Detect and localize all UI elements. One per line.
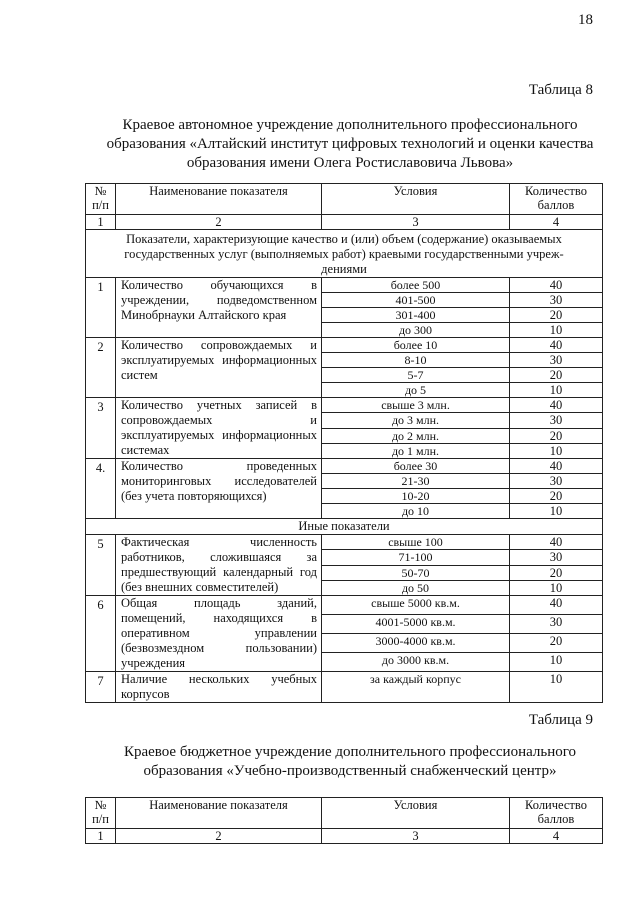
row-indicator-name: Общая площадь зданий, помещений, находящихся в оперативном управлении (безвозмездном пользовании) учреждения xyxy=(116,596,322,672)
row-condition: до 3 млн. xyxy=(322,413,510,428)
table9-label: Таблица 9 xyxy=(528,712,593,728)
row-number: 3 xyxy=(86,398,116,459)
row-condition: 71-100 xyxy=(322,550,510,565)
section-heading: Иные показатели xyxy=(86,519,603,535)
header-num-line: № xyxy=(94,798,107,812)
row-indicator-name: Фактическая численность работников, сложившаяся за предшествующий календарный год (без внешних совместителей) xyxy=(116,535,322,596)
row-condition: до 50 xyxy=(322,580,510,595)
table-row xyxy=(86,459,603,474)
table9 xyxy=(85,797,603,844)
section-heading xyxy=(86,230,603,278)
header-num-cell xyxy=(86,798,116,829)
table8-title-line: образования «Алтайский институт цифровых технологий и оценки качества xyxy=(106,136,594,152)
header-points-line: Количество xyxy=(525,184,587,198)
row-points: 30 xyxy=(510,413,603,428)
row-points: 10 xyxy=(510,383,603,398)
row-indicator-name: Количество сопровождаемых и эксплуатируемых информационных систем xyxy=(116,338,322,398)
row-condition: до 3000 кв.м. xyxy=(322,653,510,672)
row-number: 4. xyxy=(86,459,116,519)
table8 xyxy=(85,183,603,703)
row-points: 30 xyxy=(510,353,603,368)
row-points: 20 xyxy=(510,489,603,504)
header-name-cell: Наименование показателя xyxy=(116,798,322,829)
row-points: 40 xyxy=(510,596,603,615)
row-condition: до 5 xyxy=(322,383,510,398)
index-cell: 4 xyxy=(510,829,603,844)
row-condition: до 2 млн. xyxy=(322,428,510,443)
table8-section-row xyxy=(86,230,603,278)
row-condition: до 1 млн. xyxy=(322,443,510,458)
row-condition: свыше 100 xyxy=(322,535,510,550)
header-points-line: баллов xyxy=(537,812,575,826)
row-condition: 21-30 xyxy=(322,474,510,489)
row-condition: более 500 xyxy=(322,278,510,293)
header-points-cell xyxy=(510,184,603,215)
row-points: 40 xyxy=(510,338,603,353)
row-indicator-name: Количество обучающихся в учреждении, подведомственном Минобрнауки Алтайского края xyxy=(116,278,322,338)
table8-header-row xyxy=(86,184,603,215)
row-number: 7 xyxy=(86,672,116,703)
table9-title-line: Краевое бюджетное учреждение дополнительного профессионального xyxy=(123,744,577,760)
table-row xyxy=(86,338,603,353)
row-indicator-name: Наличие нескольких учебных корпусов xyxy=(116,672,322,703)
table8-section-row xyxy=(86,519,603,535)
table-row xyxy=(86,398,603,413)
row-condition: 8-10 xyxy=(322,353,510,368)
index-cell: 1 xyxy=(86,215,116,230)
row-points: 10 xyxy=(510,443,603,458)
table8-title xyxy=(80,116,620,173)
row-condition: 5-7 xyxy=(322,368,510,383)
header-points-line: баллов xyxy=(537,198,575,212)
row-condition: более 30 xyxy=(322,459,510,474)
index-cell: 2 xyxy=(116,829,322,844)
table8-title-line: образования имени Олега Ростиславовича Львова» xyxy=(186,155,514,171)
header-num-cell xyxy=(86,184,116,215)
row-condition: 401-500 xyxy=(322,293,510,308)
index-cell: 2 xyxy=(116,215,322,230)
row-condition: 50-70 xyxy=(322,565,510,580)
row-condition: 301-400 xyxy=(322,308,510,323)
row-points: 40 xyxy=(510,278,603,293)
row-condition: более 10 xyxy=(322,338,510,353)
header-num-line: п/п xyxy=(92,812,109,826)
row-condition: до 300 xyxy=(322,323,510,338)
row-points: 40 xyxy=(510,398,603,413)
row-points: 20 xyxy=(510,368,603,383)
row-points: 10 xyxy=(510,504,603,519)
index-cell: 1 xyxy=(86,829,116,844)
row-points: 20 xyxy=(510,634,603,653)
row-points: 40 xyxy=(510,535,603,550)
row-indicator-name: Количество учетных записей в сопровождаемых и эксплуатируемых информационных системах xyxy=(116,398,322,459)
row-points: 40 xyxy=(510,459,603,474)
row-points: 10 xyxy=(510,323,603,338)
row-points: 30 xyxy=(510,293,603,308)
table-row xyxy=(86,596,603,615)
table8-label: Таблица 8 xyxy=(528,82,593,98)
row-condition: 4001-5000 кв.м. xyxy=(322,615,510,634)
table-row xyxy=(86,535,603,550)
row-points: 20 xyxy=(510,565,603,580)
row-indicator-name: Количество проведенных мониторинговых исследователей (без учета повторяющихся) xyxy=(116,459,322,519)
row-condition: 10-20 xyxy=(322,489,510,504)
section-heading-line: дениями xyxy=(321,262,367,276)
row-number: 2 xyxy=(86,338,116,398)
table9-title-line: образования «Учебно-производственный снабженческий центр» xyxy=(143,763,557,779)
section-heading-line: государственных услуг (выполняемых работ) краевыми государственными учреж- xyxy=(124,247,564,261)
row-condition: свыше 3 млн. xyxy=(322,398,510,413)
row-points: 30 xyxy=(510,550,603,565)
row-points: 20 xyxy=(510,428,603,443)
header-num-line: п/п xyxy=(92,198,109,212)
row-number: 1 xyxy=(86,278,116,338)
table9-index-row xyxy=(86,829,603,844)
table8-index-row xyxy=(86,215,603,230)
table9-title xyxy=(80,743,620,781)
index-cell: 4 xyxy=(510,215,603,230)
table-row xyxy=(86,278,603,293)
header-conditions-cell: Условия xyxy=(322,184,510,215)
row-condition: свыше 5000 кв.м. xyxy=(322,596,510,615)
row-condition: 3000-4000 кв.м. xyxy=(322,634,510,653)
table8-title-line: Краевое автономное учреждение дополнительного профессионального xyxy=(122,117,578,133)
section-heading-line: Показатели, характеризующие качество и (или) объем (содержание) оказываемых xyxy=(126,232,562,246)
table-row xyxy=(86,672,603,703)
row-points: 20 xyxy=(510,308,603,323)
table9-header-row xyxy=(86,798,603,829)
header-points-cell xyxy=(510,798,603,829)
row-points: 10 xyxy=(510,653,603,672)
row-points: 10 xyxy=(510,672,603,703)
header-num-line: № xyxy=(94,184,107,198)
header-conditions-cell: Условия xyxy=(322,798,510,829)
header-points-line: Количество xyxy=(525,798,587,812)
header-name-cell: Наименование показателя xyxy=(116,184,322,215)
row-number: 6 xyxy=(86,596,116,672)
row-points: 30 xyxy=(510,474,603,489)
index-cell: 3 xyxy=(322,829,510,844)
index-cell: 3 xyxy=(322,215,510,230)
row-number: 5 xyxy=(86,535,116,596)
row-points: 10 xyxy=(510,580,603,595)
row-points: 30 xyxy=(510,615,603,634)
row-condition: за каждый корпус xyxy=(322,672,510,703)
page-number: 18 xyxy=(578,12,593,28)
row-condition: до 10 xyxy=(322,504,510,519)
